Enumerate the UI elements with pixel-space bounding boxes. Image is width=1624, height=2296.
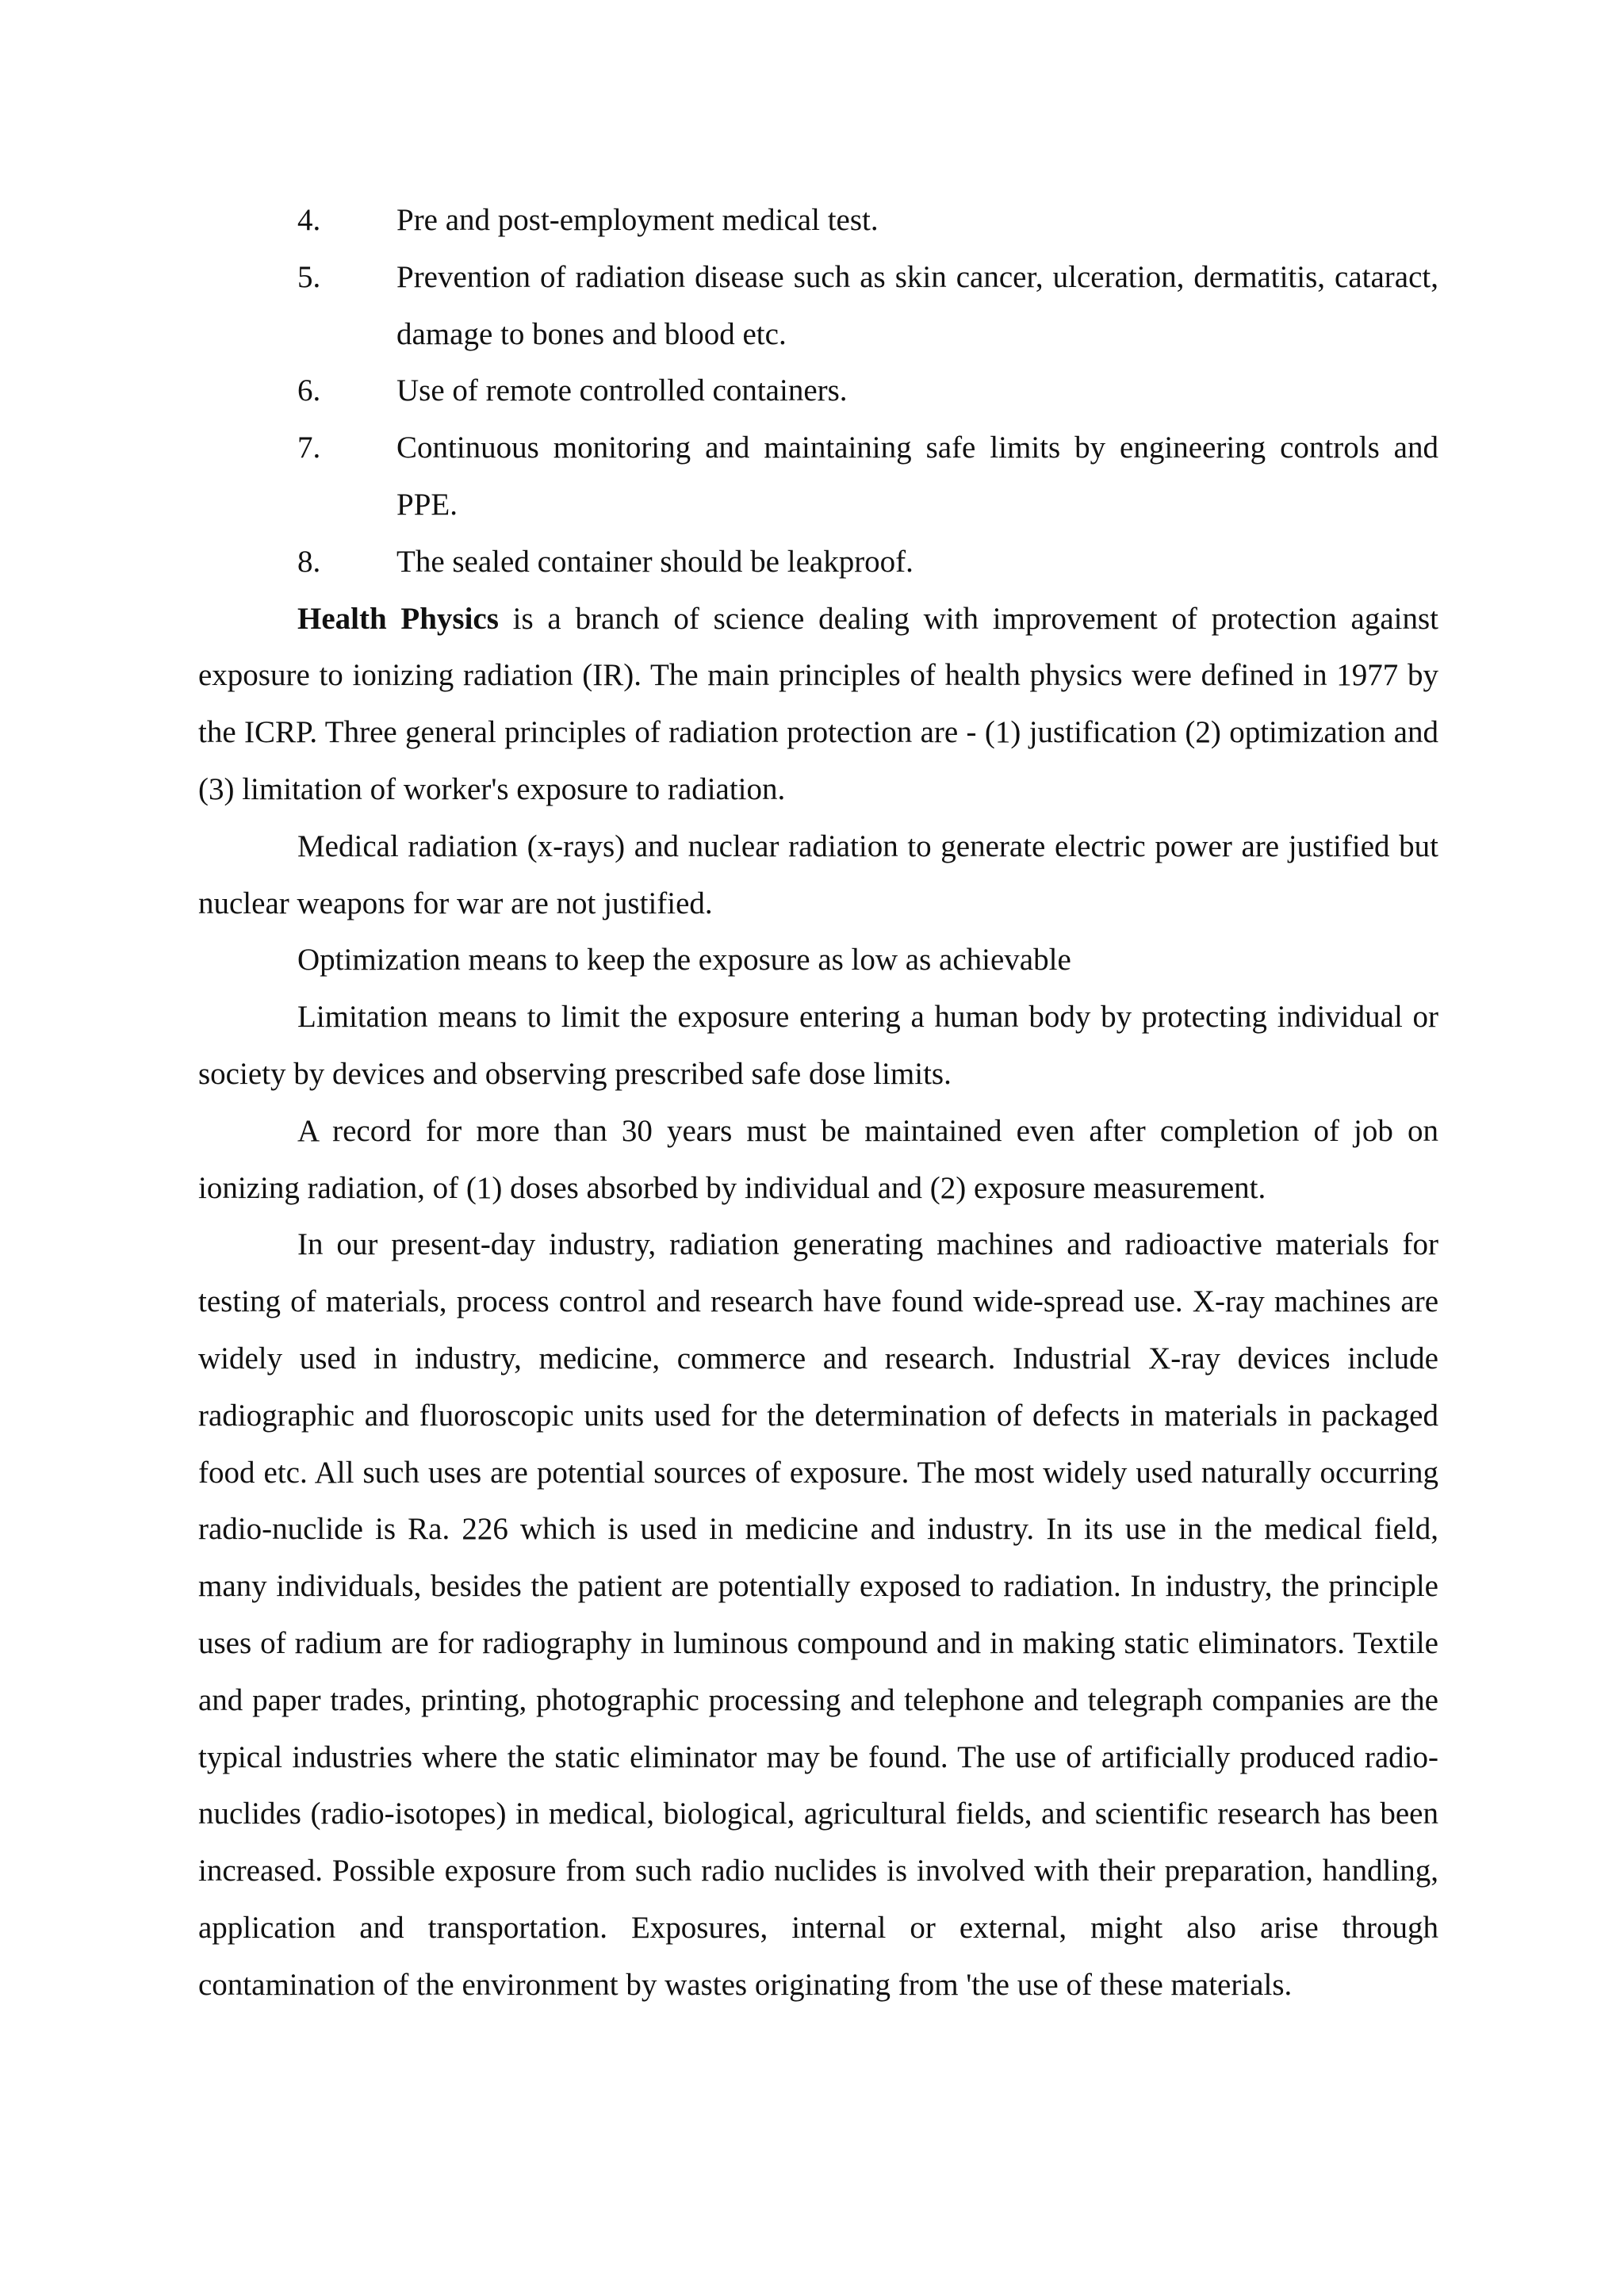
justification-paragraph: Medical radiation (x-rays) and nuclear radiation to generate electric power are justified but nuclear weapons for war are not justified.: [198, 828, 1438, 920]
list-item-number: 8.: [297, 544, 321, 579]
list-item: [198, 419, 1438, 534]
list-item: [198, 534, 1438, 591]
list-item-number: 5.: [297, 259, 321, 294]
list-item: [198, 362, 1438, 419]
health-physics-text: is a branch of science dealing with improvement of protection against exposure to ionizing radiation (IR). The main principles of health physics were defined in 1977 by the ICRP. Three general principles of radiation protection are - (1) justification (2) optimization and (3) limitation of worker's exposure to radiation.: [198, 601, 1438, 806]
list-item-text: Prevention of radiation disease such as skin cancer, ulceration, dermatitis, cataract, damage to bones and blood etc.: [396, 259, 1438, 351]
list-item-text: Pre and post-employment medical test.: [396, 203, 879, 237]
list-item-number: 7.: [297, 430, 321, 465]
record-paragraph: A record for more than 30 years must be maintained even after completion of job on ionizing radiation, of (1) doses absorbed by individual and (2) exposure measurement.: [198, 1113, 1438, 1205]
health-physics-paragraph: [198, 591, 1438, 818]
health-physics-term: Health Physics: [297, 601, 499, 636]
optimization-paragraph: Optimization means to keep the exposure as low as achievable: [297, 943, 1071, 978]
page-content: [198, 192, 1438, 2014]
list-item-text: The sealed container should be leakproof.: [396, 544, 914, 579]
list-item-number: 4.: [297, 203, 321, 237]
list-item: [198, 192, 1438, 249]
limitation-paragraph: Limitation means to limit the exposure entering a human body by protecting individual or society by devices and observing prescribed safe dose limits.: [198, 1000, 1438, 1091]
industry-paragraph: In our present-day industry, radiation generating machines and radioactive materials for testing of materials, process control and research have found wide-spread use. X-ray machines are widely used in industry, medicine, commerce and research. Industrial X-ray devices include radiographic and fluoroscopic units used for the determination of defects in materials in packaged food etc. All such uses are potential sources of exposure. The most widely used naturally occurring radio-nuclide is Ra. 226 which is used in medicine and industry. In its use in the medical field, many individuals, besides the patient are potentially exposed to radiation. In industry, the principle uses of radium are for radiography in luminous compound and in making static eliminators. Textile and paper trades, printing, photographic processing and telephone and telegraph companies are the typical industries where the static eliminator may be found. The use of artificially produced radio-nuclides (radio-isotopes) in medical, biological, agricultural fields, and scientific research has been increased. Possible exposure from such radio nuclides is involved with their preparation, handling, application and transportation. Exposures, internal or external, might also arise through contamination of the environment by wastes originating from 'the use of these materials.: [198, 1227, 1438, 2002]
list-item: [198, 249, 1438, 363]
list-item-number: 6.: [297, 373, 321, 408]
list-item-text: Continuous monitoring and maintaining safe limits by engineering controls and PPE.: [396, 430, 1438, 522]
list-item-text: Use of remote controlled containers.: [396, 373, 848, 408]
